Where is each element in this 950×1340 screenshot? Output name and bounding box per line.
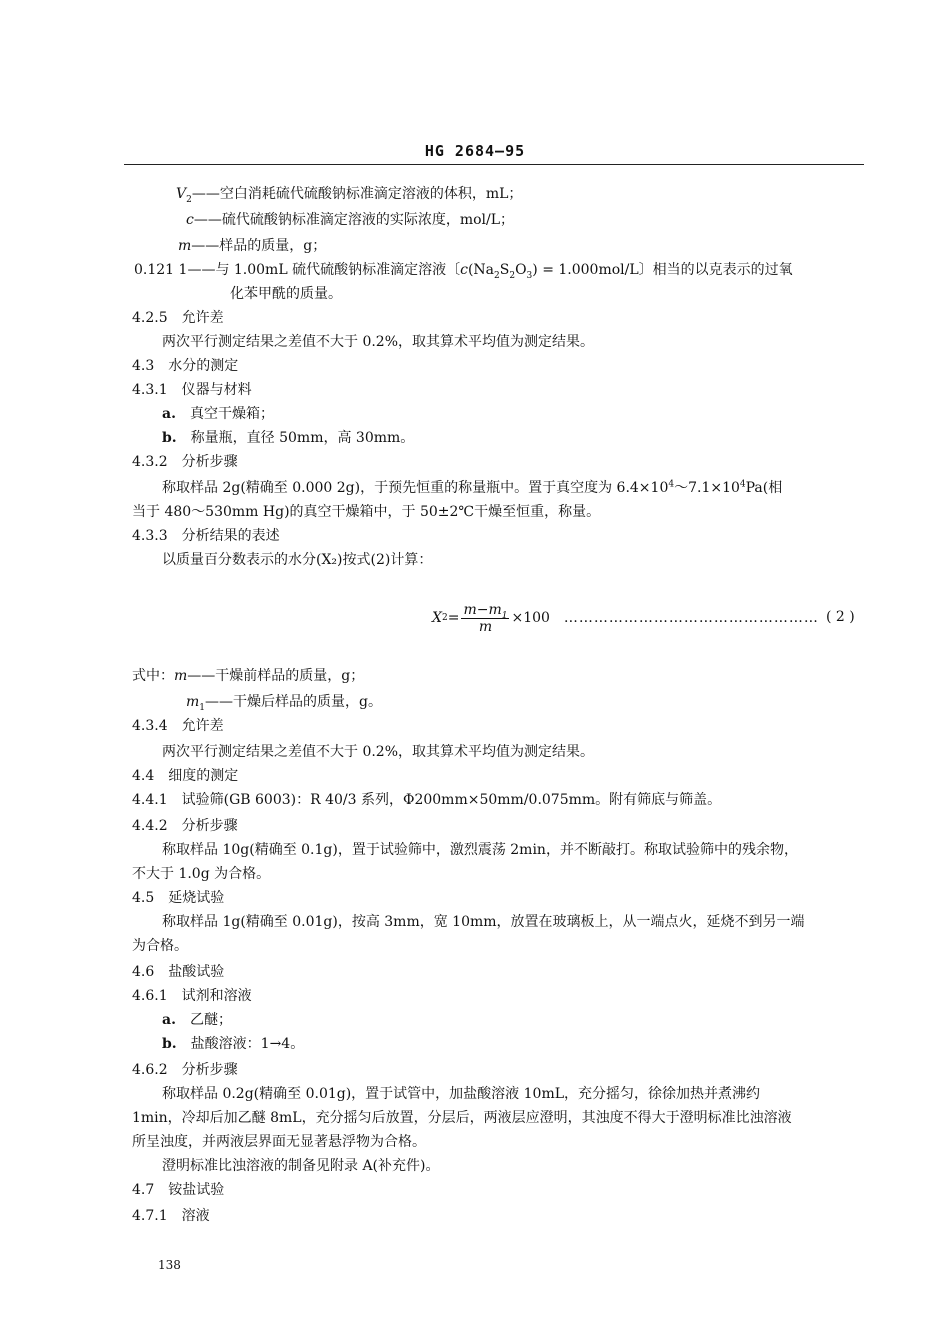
formula-fraction: $\frac{m-m_1}{m}$	[463, 601, 508, 635]
list-item: a. 乙醚；	[162, 1012, 232, 1028]
section-4-7-title: 4.7 铵盐试验	[132, 1182, 225, 1198]
section-4-3-2-title: 4.3.2 分析步骤	[132, 454, 238, 470]
section-4-3-4-body: 两次平行测定结果之差值不大于 0.2%，取其算术平均值为测定结果。	[162, 744, 595, 760]
section-4-5-title: 4.5 延烧试验	[132, 890, 225, 906]
section-4-6-2-line1: 称取样品 0.2g(精确至 0.01g)，置于试管中，加盐酸溶液 10mL，充分摇匀，徐徐加热并煮沸约	[162, 1086, 761, 1102]
section-4-3-2-line2: 当于 480～530mm Hg)的真空干燥箱中，于 50±2℃干燥至恒重，称量。	[132, 504, 601, 520]
section-4-4-1: 4.4.1 试验筛(GB 6003)：R 40/3 系列，Φ200mm×50mm/0.075mm。附有筛底与筛盖。	[132, 792, 722, 808]
section-4-3-3-body: 以质量百分数表示的水分(X₂)按式(2)计算：	[162, 552, 433, 568]
list-item: b. 盐酸溶液：1→4。	[162, 1036, 305, 1052]
section-4-4-2-title: 4.4.2 分析步骤	[132, 818, 238, 834]
section-4-3-4-title: 4.3.4 允许差	[132, 718, 224, 734]
where-v2: $V_2——$空白消耗硫代硫酸钠标准滴定溶液的体积，mL；	[176, 186, 523, 205]
section-4-3-3-title: 4.3.3 分析结果的表述	[132, 528, 280, 544]
formula-2: X 2 = $\frac{m-m_1}{m}$ ×100 ……………………………………………	[432, 601, 819, 635]
where2-m1: $m_1——$干燥后样品的质量，g。	[186, 694, 382, 713]
section-4-6-2-line2: 1min，冷却后加乙醚 8mL，充分摇匀后放置，分层后，两液层应澄明，其浊度不得大于澄明标准比浊溶液	[132, 1110, 792, 1126]
section-4-5-line1: 称取样品 1g(精确至 0.01g)，按高 3mm，宽 10mm，放置在玻璃板上，从一端点火，延烧不到另一端	[162, 914, 805, 930]
section-4-4-2-line1: 称取样品 10g(精确至 0.1g)，置于试验筛中，激烈震荡 2min，并不断敲打。称取试验筛中的残余物，	[162, 842, 798, 858]
header-rule	[124, 164, 864, 165]
section-4-6-2-line3: 所呈浊度，并两液层界面无显著悬浮物为合格。	[132, 1134, 426, 1150]
where-coefficient-cont: 化苯甲酰的质量。	[230, 286, 342, 302]
section-4-6-2-title: 4.6.2 分析步骤	[132, 1062, 238, 1078]
section-4-6-1-title: 4.6.1 试剂和溶液	[132, 988, 252, 1004]
section-4-2-5-body: 两次平行测定结果之差值不大于 0.2%，取其算术平均值为测定结果。	[162, 334, 595, 350]
list-item: b. 称量瓶，直径 50mm，高 30mm。	[162, 430, 415, 446]
section-4-5-line2: 为合格。	[132, 938, 188, 954]
section-4-6-2-line4: 澄明标准比浊溶液的制备见附录 A(补充件)。	[162, 1158, 440, 1174]
list-item: a. 真空干燥箱；	[162, 406, 274, 422]
where-m: m——样品的质量，g；	[178, 238, 327, 254]
section-4-3-title: 4.3 水分的测定	[132, 358, 239, 374]
section-4-7-1-title: 4.7.1 溶液	[132, 1208, 210, 1224]
section-4-3-2-line1: 称取样品 2g(精确至 0.000 2g)，于预先恒重的称量瓶中。置于真空度为 $6.4\times 10^4\sim 7.1\times 10^4Pa$(相	[162, 479, 783, 496]
where-coefficient: 0.121 1——与 1.00mL 硫代硫酸钠标准滴定溶液〔$c(Na_2S_2O_3) = 1.000mol/L$〕相当的以克表示的过氧	[134, 262, 793, 281]
section-4-6-title: 4.6 盐酸试验	[132, 964, 225, 980]
section-4-2-5-title: 4.2.5 允许差	[132, 310, 224, 326]
where2-m: 式中：m——干燥前样品的质量，g；	[132, 668, 365, 684]
page-number: 138	[158, 1258, 181, 1272]
equation-number: ( 2 )	[826, 609, 855, 625]
section-4-4-title: 4.4 细度的测定	[132, 768, 239, 784]
where-c: c——硫代硫酸钠标准滴定溶液的实际浓度，mol/L；	[186, 212, 515, 228]
section-4-3-1-title: 4.3.1 仪器与材料	[132, 382, 252, 398]
standard-header: HG 2684—95	[424, 142, 526, 160]
section-4-4-2-line2: 不大于 1.0g 为合格。	[132, 866, 271, 882]
